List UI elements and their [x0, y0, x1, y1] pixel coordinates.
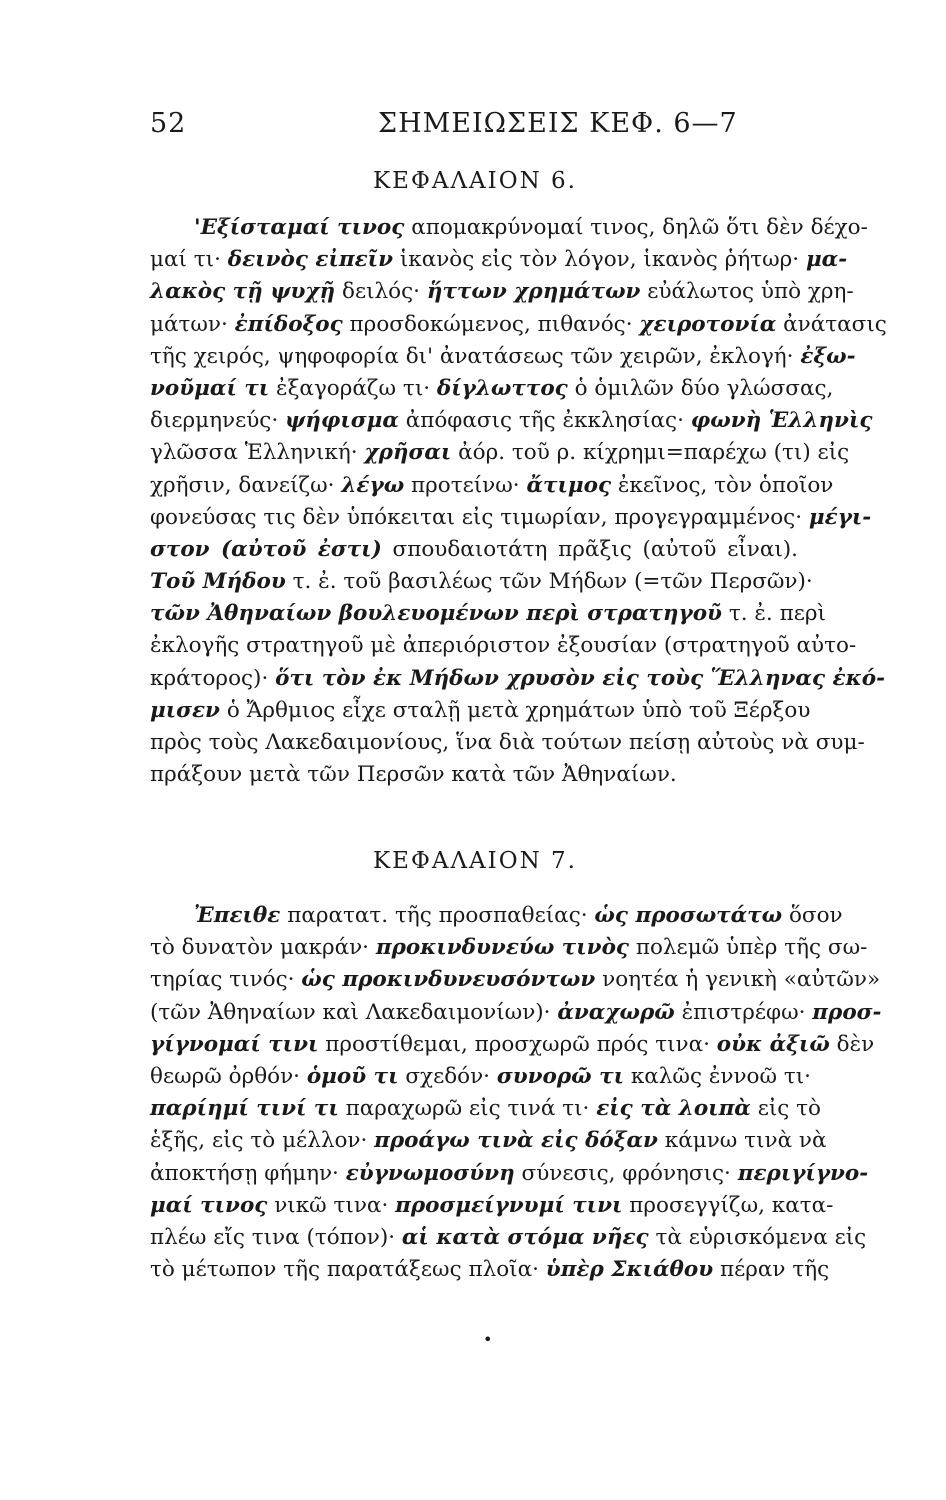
gloss: κάμνω τινὰ νὰ: [657, 1128, 827, 1154]
text-line: [150, 1158, 869, 1190]
term: προσ-: [812, 999, 882, 1025]
gloss: καλῶς ἐννοῶ τι·: [624, 1063, 811, 1089]
gloss: δειλός·: [335, 279, 427, 305]
gloss: ὅσον: [782, 903, 843, 928]
text-line: [150, 964, 881, 996]
term: μισεν: [150, 697, 220, 723]
text-line: [150, 212, 868, 244]
gloss: πράξουν μετὰ τῶν Περσῶν κατὰ τῶν Ἀθηναίων.: [150, 762, 677, 788]
term: ἥττων χρημάτων: [426, 279, 641, 305]
gloss: φονεύσας τις δὲν ὑπόκειται εἰς τιμωρίαν, προγεγραμμένος·: [150, 504, 809, 530]
gloss: νοητέα ἡ γενικὴ «αὐτῶν»: [595, 967, 881, 993]
gloss: προστίθεμαι, προσχωρῶ πρός τινα·: [318, 1031, 717, 1057]
running-title: ΣΗΜΕΙΩΣΕΙΣ ΚΕΦ. 6—7: [378, 108, 738, 139]
text-line: [150, 598, 826, 630]
gloss: ἀόρ. τοῦ ρ. κίχρημι=παρέχω (τι) εἰς: [451, 440, 850, 466]
text-line: [150, 276, 854, 308]
gloss: τῆς χειρός, ψηφοφορία δι' ἀνατάσεως τῶν χειρῶν, ἐκλογή·: [150, 343, 801, 369]
gloss: εἰς τὸ: [750, 1096, 821, 1122]
gloss: τ. ἐ. τοῦ βασιλέως τῶν Μήδων (=τῶν Περσῶν)·: [285, 569, 813, 595]
term: λέγω: [341, 472, 405, 498]
gloss: προτείνω·: [404, 472, 527, 498]
text-line: [150, 727, 865, 759]
gloss: ἀπόφασις τῆς ἐκκλησίας·: [398, 408, 691, 434]
term: ἐπίδοξος: [234, 311, 343, 337]
term: γίγνομαί τινι: [150, 1031, 319, 1057]
text-line: [150, 309, 887, 341]
gloss: νικῶ τινα·: [267, 1192, 396, 1218]
term: νοῦμαί τι: [150, 375, 270, 401]
text-line: [150, 1061, 811, 1093]
text-line: [150, 759, 798, 791]
gloss: τὸ μέτωπον τῆς παρατάξεως πλοῖα·: [150, 1257, 546, 1283]
term: λακὸς τῇ ψυχῇ: [150, 279, 336, 305]
gloss: προσδοκώμενος, πιθανός·: [342, 311, 640, 337]
term: ἄτιμος: [526, 472, 612, 498]
footer-mark: •: [483, 1330, 493, 1349]
gloss: ὁ Ἄρθμιος εἶχε σταλῇ μετὰ χρημάτων ὑπὸ τοῦ Ξέρξου: [219, 697, 811, 723]
gloss: ἐπιστρέφω·: [674, 999, 813, 1025]
term: εὐγνωμοσύνη: [345, 1160, 515, 1186]
term: τῶν Ἀθηναίων βουλευομένων περὶ στρατηγοῦ: [150, 601, 722, 627]
term: δεινὸς εἰπεῖν: [227, 247, 393, 273]
gloss: μάτων·: [150, 311, 235, 337]
running-head: [150, 108, 800, 148]
gloss: χρῆσιν, δανείζω·: [150, 472, 342, 498]
term: ἀναχωρῶ: [557, 999, 675, 1025]
text-line: [150, 932, 868, 964]
gloss: πέραν τῆς: [713, 1257, 830, 1283]
term: ἐξω-: [800, 343, 856, 369]
term: Ἐπειθε: [194, 903, 281, 928]
term: οὐκ ἀξιῶ: [716, 1031, 830, 1057]
chapter-heading-6: ΚΕΦΑΛΑΙΟΝ 6.: [373, 168, 577, 194]
gloss: θεωρῶ ὀρθόν·: [150, 1063, 307, 1089]
term: ὑπὲρ Σκιάθου: [545, 1257, 714, 1283]
term: δίγλωττος: [436, 375, 568, 401]
text-line: [150, 1029, 875, 1061]
gloss: πλέω εἴς τινα (τόπον)·: [150, 1224, 402, 1250]
gloss: ἀποκτήσῃ φήμην·: [150, 1160, 346, 1186]
term: ὡς προκινδυνευσόντων: [301, 967, 596, 993]
gloss: πρὸς τοὺς Λακεδαιμονίους, ἵνα διὰ τούτων πείσῃ αὐτοὺς νὰ συμ-: [150, 730, 865, 755]
gloss: γλῶσσα Ἑλληνική·: [150, 440, 365, 466]
text-line: [150, 630, 857, 662]
gloss: (τῶν Ἀθηναίων καὶ Λακεδαιμονίων)·: [150, 999, 558, 1025]
term: αἱ κατὰ στόμα νῆες: [401, 1224, 649, 1250]
text-line: [150, 1222, 867, 1254]
text-line: [150, 373, 834, 405]
gloss: ὁ ὁμιλῶν δύο γλώσσας,: [567, 375, 834, 401]
gloss: σύνεσις, φρόνησις·: [514, 1160, 738, 1186]
term: προάγω τινὰ εἰς δόξαν: [374, 1128, 658, 1154]
chapter-7-notes: [150, 900, 882, 1286]
text-line: [150, 1254, 830, 1286]
term: Τοῦ Μήδου: [150, 569, 286, 595]
term: φωνὴ Ἑλληνὶς: [690, 408, 873, 434]
text-line: [150, 470, 834, 502]
term: προσμείγνυμί τινι: [395, 1192, 623, 1218]
text-line: [150, 695, 811, 727]
gloss: τηρίας τινός·: [150, 967, 302, 993]
term: εἰς τὰ λοιπὰ: [596, 1096, 751, 1122]
gloss: ἱκανὸς εἰς τὸν λόγον, ἱκανὸς ῥήτωρ·: [393, 247, 806, 273]
gloss: τὸ δυνατὸν μακράν·: [150, 935, 376, 961]
term: στον (αὐτοῦ ἐστι): [150, 536, 382, 562]
gloss: εὐάλωτος ὑπὸ χρη-: [640, 279, 854, 305]
gloss: πολεμῶ ὑπὲρ τῆς σω-: [629, 935, 868, 961]
term: ὅτι τὸν ἐκ Μήδων χρυσὸν εἰς τοὺς Ἕλληνας ἐκό-: [275, 665, 885, 691]
text-line: [150, 1093, 821, 1125]
gloss: διερμηνεύς·: [150, 408, 285, 434]
chapter-heading-7: ΚΕΦΑΛΑΙΟΝ 7.: [373, 848, 577, 874]
text-line: [150, 1190, 834, 1222]
gloss: τὰ εὑρισκόμενα εἰς: [648, 1224, 867, 1250]
gloss: ἀνάτασις: [776, 311, 887, 337]
gloss: σπουδαιοτάτη πρᾶξις (αὐτοῦ εἶναι).: [381, 536, 799, 562]
text-line: [150, 900, 843, 932]
gloss: ἑξῆς, εἰς τὸ μέλλον·: [150, 1128, 375, 1154]
text-line: [150, 997, 882, 1029]
text-line: [150, 244, 848, 276]
text-line: [150, 534, 798, 566]
gloss: απομακρύνομαί τινος, δηλῶ ὅτι δὲν δέχο-: [404, 215, 868, 240]
term: χειροτονία: [639, 311, 777, 337]
text-line: [150, 502, 872, 534]
gloss: κράτορος)·: [150, 665, 276, 691]
text-line: [150, 405, 873, 437]
term: μα-: [805, 247, 848, 273]
text-line: [150, 437, 850, 469]
gloss: σχεδόν·: [398, 1063, 497, 1089]
text-line: [150, 663, 885, 695]
term: ψήφισμα: [285, 408, 399, 434]
text-line: [150, 1125, 827, 1157]
term: 'Εξίσταμαί τινος: [194, 215, 405, 240]
gloss: ἐξαγοράζω τι·: [269, 375, 437, 401]
gloss: μαί τι·: [150, 247, 228, 273]
gloss: παρατατ. τῆς προσπαθείας·: [280, 903, 595, 928]
gloss: προσεγγίζω, κατα-: [622, 1192, 834, 1218]
term: μαί τινος: [150, 1192, 268, 1218]
text-line: [150, 566, 813, 598]
text-line: [150, 341, 856, 373]
gloss: παραχωρῶ εἰς τινά τι·: [338, 1096, 597, 1122]
gloss: ἐκεῖνος, τὸν ὁποῖον: [611, 472, 834, 498]
page-number: 52: [150, 108, 187, 139]
term: μέγι-: [808, 504, 872, 530]
term: περιγίγνο-: [737, 1160, 869, 1186]
term: συνορῶ τι: [496, 1063, 625, 1089]
gloss: δὲν: [829, 1031, 875, 1057]
term: προκινδυνεύω τινὸς: [375, 935, 630, 961]
term: χρῆσαι: [364, 440, 452, 466]
term: ὡς προσωτάτω: [594, 903, 783, 928]
term: ὁμοῦ τι: [306, 1063, 399, 1089]
term: παρίημί τινί τι: [150, 1096, 339, 1122]
chapter-6-notes: [150, 212, 887, 791]
gloss: τ. ἐ. περὶ: [721, 601, 826, 627]
gloss: ἐκλογῆς στρατηγοῦ μὲ ἀπεριόριστον ἐξουσίαν (στρατηγοῦ αὐτο-: [150, 633, 857, 659]
